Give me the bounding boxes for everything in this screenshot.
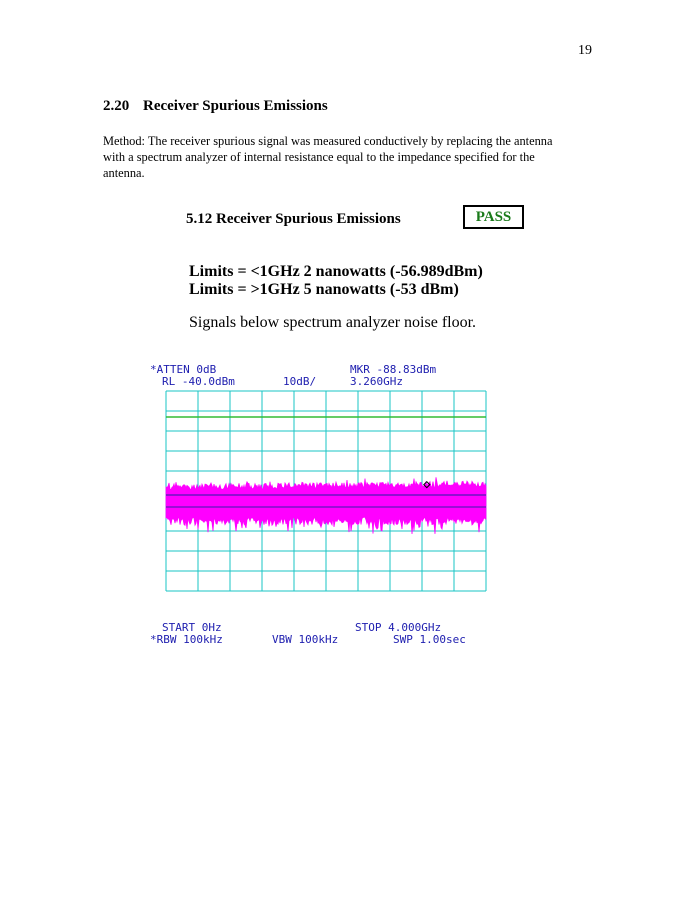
subsection-title: 5.12 Receiver Spurious Emissions <box>186 211 401 227</box>
spectrum-plot <box>160 385 488 605</box>
sa-stop: STOP 4.000GHz <box>355 621 442 634</box>
sa-vbw: VBW 100kHz <box>272 633 339 646</box>
sa-marker-freq: 3.260GHz <box>350 375 403 388</box>
limit-above-1ghz: Limits = >1GHz 5 nanowatts (-53 dBm) <box>189 281 459 298</box>
sa-start: START 0Hz <box>162 621 222 634</box>
sa-marker-level: MKR -88.83dBm <box>350 363 437 376</box>
section-number: 2.20 <box>103 98 130 114</box>
limit-below-1ghz: Limits = <1GHz 2 nanowatts (-56.989dBm) <box>189 263 483 280</box>
page-number: 19 <box>578 43 592 58</box>
sa-ref-level: RL -40.0dBm <box>162 375 235 388</box>
sa-sweep: SWP 1.00sec <box>393 633 466 646</box>
noise-floor-note: Signals below spectrum analyzer noise floor. <box>189 314 477 331</box>
section-title: Receiver Spurious Emissions <box>143 98 328 114</box>
pass-badge: PASS <box>463 205 524 229</box>
sa-atten: *ATTEN 0dB <box>150 363 217 376</box>
section-heading <box>103 98 328 115</box>
sa-scale: 10dB/ <box>283 375 317 388</box>
method-paragraph: Method: The receiver spurious signal was measured conductively by replacing the antenna with a spectrum analyzer of internal resistance equal to the impedance specified for the antenna. <box>103 134 553 180</box>
sa-rbw: *RBW 100kHz <box>150 633 223 646</box>
